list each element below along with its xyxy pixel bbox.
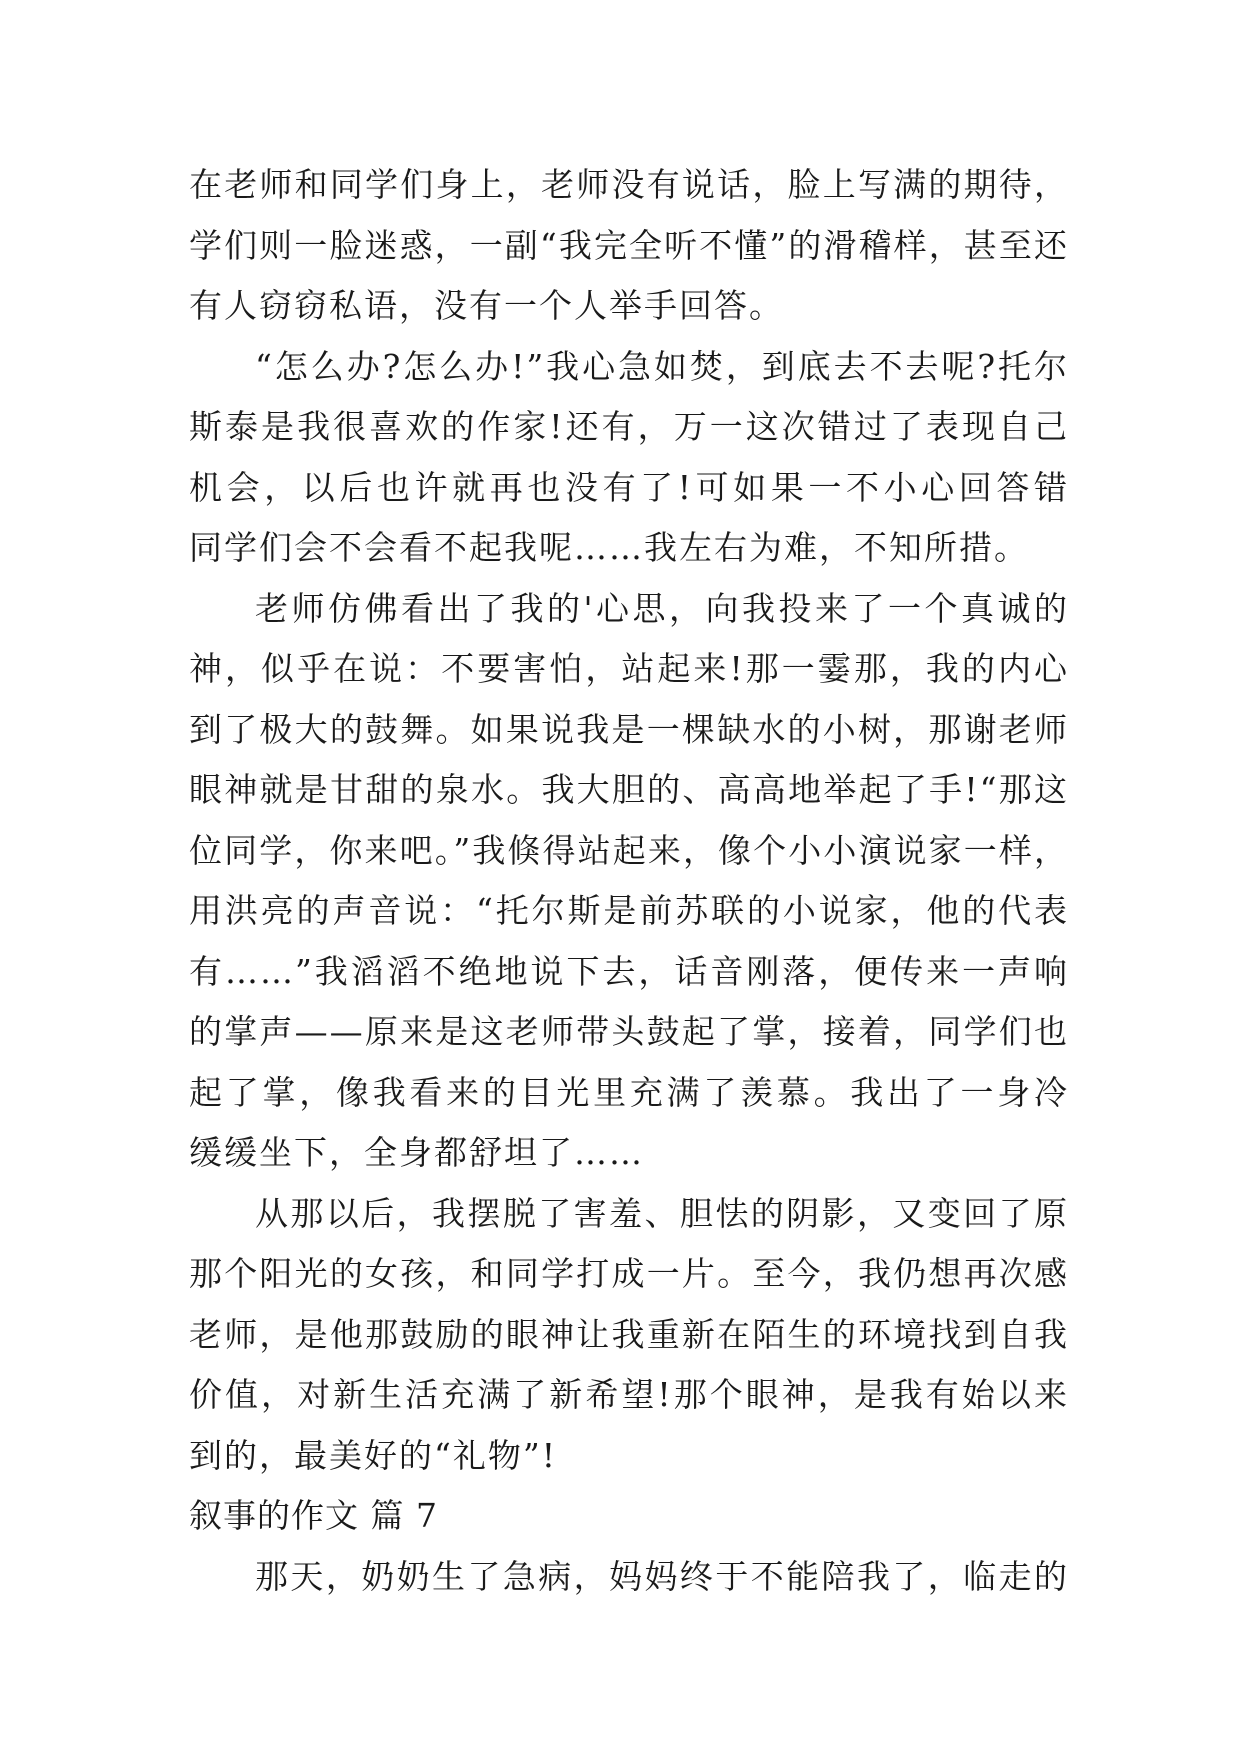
text-line: 用洪亮的声音说：“托尔斯是前苏联的小说家，他的代表 — [189, 891, 1069, 930]
text-line: 价值，对新生活充满了新希望!那个眼神，是我有始以来 — [189, 1375, 1069, 1414]
text-line: 那个阳光的女孩，和同学打成一片。至今，我仍想再次感 — [189, 1254, 1069, 1293]
text-line: 的掌声——原来是这老师带头鼓起了掌，接着，同学们也 — [189, 1012, 1069, 1051]
text-line: 眼神就是甘甜的泉水。我大胆的、高高地举起了手!“那这 — [189, 770, 1069, 809]
text-line: 机会，以后也许就再也没有了!可如果一不小心回答错 — [189, 467, 1069, 507]
text-line: 有……”我滔滔不绝地说下去，话音刚落，便传来一声响 — [189, 951, 1069, 991]
text-line: 到了极大的鼓舞。如果说我是一棵缺水的小树，那谢老师 — [189, 709, 1069, 749]
text-line: 神，似乎在说：不要害怕，站起来!那一霎那，我的内心 — [189, 649, 1069, 688]
text-line: 斯泰是我很喜欢的作家!还有，万一这次错过了表现自己 — [189, 407, 1069, 446]
text-line: 到的，最美好的“礼物”! — [189, 1435, 558, 1475]
section-heading: 叙事的作文 篇 7 — [189, 1496, 438, 1535]
body-text — [189, 155, 1069, 1607]
text-line: 在老师和同学们身上，老师没有说话，脸上写满的期待， — [189, 165, 1069, 204]
paragraph-first-line: 老师仿佛看出了我的'心思，向我投来了一个真诚的 — [255, 588, 1069, 628]
paragraph-first-line: “怎么办?怎么办!”我心急如焚，到底去不去呢?托尔 — [255, 346, 1069, 386]
text-line: 老师，是他那鼓励的眼神让我重新在陌生的环境找到自我 — [189, 1314, 1069, 1354]
paragraph-first-line: 那天，奶奶生了急病，妈妈终于不能陪我了，临走的 — [255, 1556, 1069, 1596]
text-line: 缓缓坐下，全身都舒坦了…… — [189, 1133, 644, 1172]
text-line: 学们则一脸迷惑，一副“我完全听不懂”的滑稽样，甚至还 — [189, 225, 1069, 265]
text-line: 位同学，你来吧。”我倏得站起来，像个小小演说家一样， — [189, 830, 1069, 870]
text-line: 有人窃窃私语，没有一个人举手回答。 — [189, 286, 784, 325]
paragraph-first-line: 从那以后，我摆脱了害羞、胆怯的阴影，又变回了原 — [255, 1193, 1069, 1233]
text-line: 起了掌，像我看来的目光里充满了羡慕。我出了一身冷 — [189, 1072, 1069, 1112]
text-line: 同学们会不会看不起我呢……我左右为难，不知所措。 — [189, 528, 1029, 567]
